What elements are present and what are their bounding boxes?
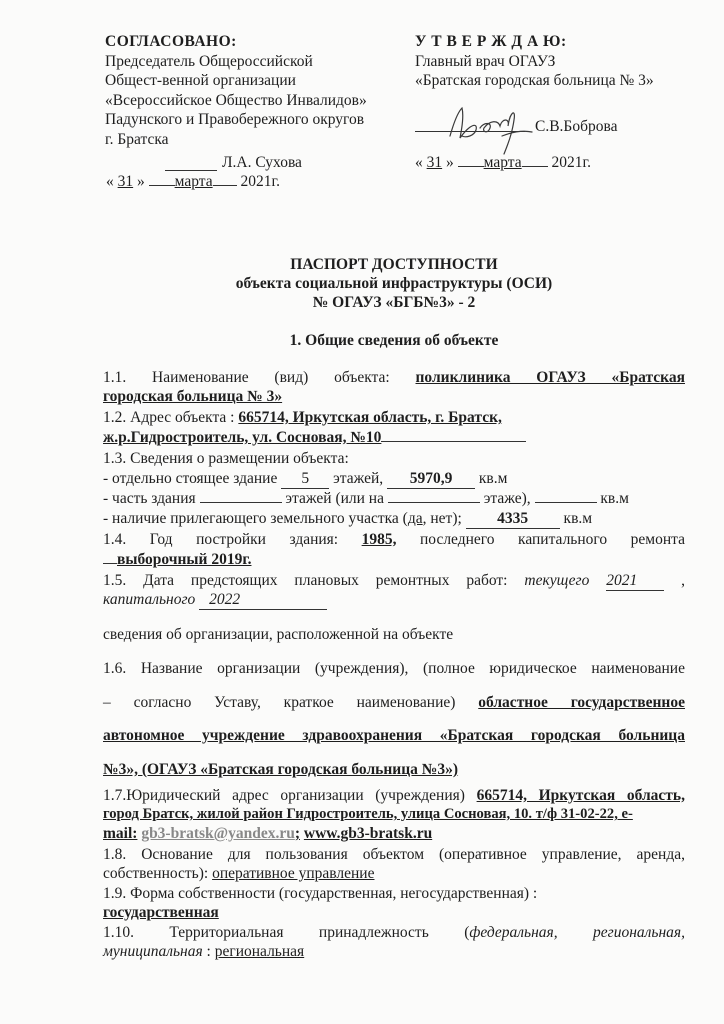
- approval-line: г. Братска: [105, 130, 169, 148]
- item-1-10: 1.10. Территориальная принадлежность (федеральная, региональная,: [103, 924, 685, 941]
- item-1-1: 1.1. Наименование (вид) объекта: поликлиника ОГАУЗ «Братская: [103, 369, 685, 386]
- approval-signer: Л.А. Сухова: [222, 154, 302, 171]
- item-1-5-cont: капитального 2022: [103, 591, 327, 610]
- confirm-block: [415, 32, 654, 91]
- item-1-4-cont: выборочный 2019г.: [103, 551, 251, 569]
- item-1-3-c: - наличие прилегающего земельного участка (да, нет); 4335 кв.м: [103, 510, 593, 527]
- item-1-5: 1.5. Дата предстоящих плановых ремонтных работ: текущего 2021 ,: [103, 572, 686, 589]
- item-1-8-cont: собственность): оперативное управление: [103, 865, 375, 882]
- section-title: 1. Общие сведения об объекте: [289, 332, 499, 349]
- item-1-2-cont: ж.р.Гидростроитель, ул. Сосновая, №10: [103, 429, 526, 447]
- item-1-3: 1.3. Сведения о размещении объекта:: [103, 450, 349, 467]
- signature-icon: [440, 98, 544, 160]
- document-title: [103, 255, 685, 312]
- item-1-6-b: – согласно Уставу, краткое наименование) областное государственное: [103, 694, 685, 711]
- item-1-9: 1.9. Форма собственности (государственная, негосударственная) :: [103, 885, 538, 902]
- website-link[interactable]: www.gb3-bratsk.ru: [303, 825, 433, 842]
- title-line: объекта социальной инфраструктуры (ОСИ): [235, 275, 553, 292]
- confirm-heading: У Т В Е Р Ж Д А Ю:: [415, 33, 567, 50]
- item-1-7-c: mail: gb3-bratsk@yandex.ru; www.gb3-bratsk.ru: [103, 825, 433, 842]
- approval-line: Падунского и Правобережного округов: [105, 111, 365, 128]
- org-heading: сведения об организации, расположенной на объекте: [103, 626, 454, 643]
- item-1-6: 1.6. Название организации (учреждения), (полное юридическое наименование: [103, 660, 685, 677]
- item-1-6-d: №3», (ОГАУЗ «Братская городская больница №3»): [103, 761, 459, 778]
- item-1-1-cont: городская больница № 3»: [103, 388, 283, 405]
- confirm-line: Главный врач ОГАУЗ: [415, 52, 556, 70]
- approval-line: Общест-венной организации: [105, 72, 296, 89]
- approval-block: [105, 32, 367, 149]
- item-1-4: 1.4. Год постройки здания: 1985, последнего капитального ремонта: [103, 531, 685, 548]
- title-line: ПАСПОРТ ДОСТУПНОСТИ: [290, 256, 498, 273]
- confirm-date: « 31 » марта 2021г.: [415, 154, 591, 171]
- item-1-10-cont: муниципальная : региональная: [103, 943, 305, 960]
- item-1-6-c: автономное учреждение здравоохранения «Братская городская больница: [103, 727, 685, 744]
- item-1-3-a: - отдельно стоящее здание 5 этажей, 5970,9 кв.м: [103, 470, 508, 487]
- confirm-signer: С.В.Боброва: [535, 118, 618, 135]
- approval-heading: СОГЛАСОВАНО:: [105, 33, 237, 50]
- item-1-7-b: город Братск, жилой район Гидростроитель, улица Сосновая, 10. т/ф 31-02-22, e-: [103, 806, 633, 822]
- email-link[interactable]: gb3-bratsk@yandex.ru: [141, 825, 295, 842]
- item-1-2: 1.2. Адрес объекта : 665714, Иркутская область, г. Братск,: [103, 409, 502, 426]
- approval-date: « 31 » марта 2021г.: [106, 173, 280, 190]
- approval-signature-line: [165, 170, 217, 171]
- approval-line: «Всероссийское Общество Инвалидов»: [105, 91, 367, 109]
- item-1-7: 1.7.Юридический адрес организации (учреждения) 665714, Иркутская область,: [103, 787, 685, 804]
- item-1-8: 1.8. Основание для пользования объектом (оперативное управление, аренда,: [103, 846, 685, 863]
- item-1-9-cont: государственная: [103, 904, 219, 921]
- approval-line: Председатель Общероссийской: [105, 52, 313, 70]
- confirm-line: «Братская городская больница № 3»: [415, 72, 654, 89]
- item-1-3-b: - часть здания этажей (или на этаже), кв.м: [103, 490, 629, 507]
- title-line: № ОГАУЗ «БГБ№3» - 2: [312, 294, 476, 311]
